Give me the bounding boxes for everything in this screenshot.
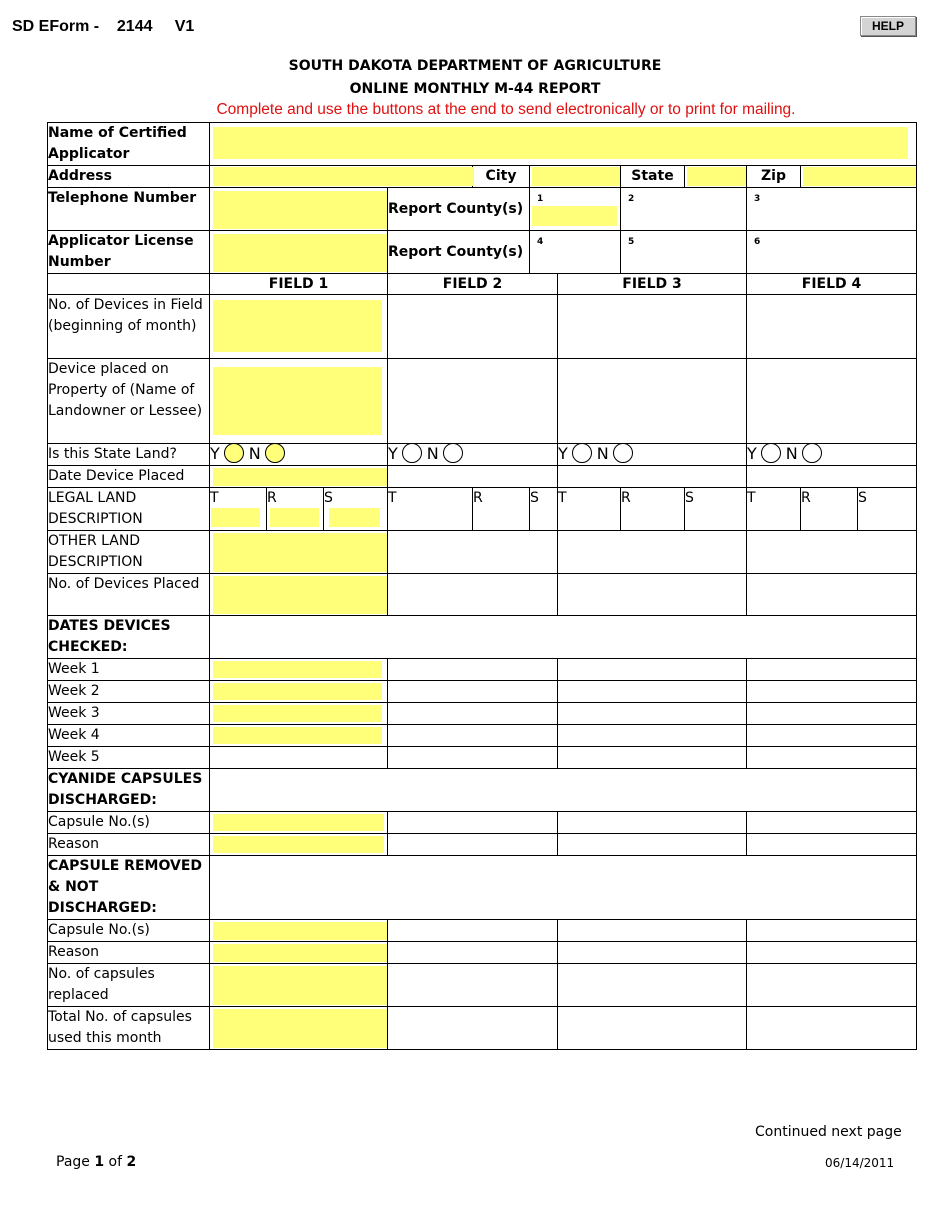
- township-4[interactable]: T: [747, 488, 801, 531]
- state-land-label: Is this State Land?: [48, 444, 210, 466]
- discharged-capsule-no-2[interactable]: [388, 812, 558, 834]
- capsules-replaced-1[interactable]: [213, 966, 387, 1005]
- removed-capsule-no-3[interactable]: [558, 920, 747, 942]
- no-label: N: [785, 444, 798, 463]
- discharged-reason-1[interactable]: [213, 836, 384, 853]
- removed-capsule-no-2[interactable]: [388, 920, 558, 942]
- week-4-field-1[interactable]: [213, 727, 382, 744]
- county-number-5: 5: [628, 237, 635, 247]
- field-1-header: FIELD 1: [210, 274, 388, 295]
- field-3-header: FIELD 3: [558, 274, 747, 295]
- county-6-field[interactable]: [747, 249, 916, 269]
- devices-in-field-4[interactable]: [747, 295, 917, 359]
- section-3[interactable]: S: [685, 488, 747, 531]
- page-total: 2: [126, 1154, 137, 1170]
- removed-reason-4[interactable]: [747, 942, 917, 964]
- section-2[interactable]: S: [530, 488, 558, 531]
- state-land-1: [210, 444, 388, 466]
- state-label: State: [621, 166, 685, 188]
- week-2-label: Week 2: [48, 681, 210, 703]
- week-3-label: Week 3: [48, 703, 210, 725]
- state-land-2: [388, 444, 558, 466]
- total-capsules-label: Total No. of capsules used this month: [48, 1007, 210, 1050]
- no-radio-2[interactable]: [443, 443, 463, 463]
- continued-note: Continued next page: [755, 1124, 902, 1140]
- page-prefix: Page: [56, 1154, 95, 1170]
- week-1-field-2[interactable]: [388, 659, 558, 681]
- township-1[interactable]: [211, 508, 260, 527]
- discharged-capsule-no-4[interactable]: [747, 812, 917, 834]
- yes-radio-4[interactable]: [761, 443, 781, 463]
- total-capsules-2[interactable]: [388, 1007, 558, 1050]
- section-4[interactable]: S: [858, 488, 917, 531]
- county-number-2: 2: [628, 194, 635, 204]
- no-radio-4[interactable]: [802, 443, 822, 463]
- dates-checked-label: DATES DEVICES CHECKED:: [48, 616, 210, 659]
- week-5-label: Week 5: [48, 747, 210, 769]
- week-1-field-1[interactable]: [213, 661, 382, 678]
- instruction-text: Complete and use the buttons at the end to send electronically or to print for mailing.: [216, 101, 796, 118]
- capsules-replaced-2[interactable]: [388, 964, 558, 1007]
- week-5-field-4[interactable]: [747, 747, 917, 769]
- cyanide-label: CYANIDE CAPSULES DISCHARGED:: [48, 769, 210, 812]
- county-3-field[interactable]: [747, 206, 916, 226]
- township-label: T: [210, 490, 219, 506]
- week-2-field-1[interactable]: [213, 683, 382, 700]
- township-3[interactable]: T: [558, 488, 621, 531]
- week-5-field-1[interactable]: [210, 747, 388, 769]
- week-3-field-2[interactable]: [388, 703, 558, 725]
- legal-land-label: LEGAL LAND DESCRIPTION: [48, 488, 210, 531]
- no-label: N: [596, 444, 609, 463]
- yes-radio-3[interactable]: [572, 443, 592, 463]
- state-land-3: [558, 444, 747, 466]
- section-label: S: [324, 490, 333, 506]
- discharged-capsule-no-label: Capsule No.(s): [48, 812, 210, 834]
- week-4-field-3[interactable]: [558, 725, 747, 747]
- removed-spacer: [210, 856, 917, 920]
- date-placed-label: Date Device Placed: [48, 466, 210, 488]
- name-label: Name of Certified Applicator: [48, 123, 210, 166]
- county-number-1: 1: [537, 194, 544, 204]
- device-property-label: Device placed on Property of (Name of Landowner or Lessee): [48, 359, 210, 444]
- county-2-field[interactable]: [621, 206, 746, 226]
- form-id: SD EForm - 2144 V1: [12, 18, 195, 35]
- devices-placed-4[interactable]: [747, 574, 917, 616]
- device-property-3[interactable]: [558, 359, 747, 444]
- page-current: 1: [94, 1154, 105, 1170]
- yes-label: Y: [747, 444, 757, 463]
- other-land-3[interactable]: [558, 531, 747, 574]
- report-title: ONLINE MONTHLY M-44 REPORT: [349, 81, 601, 97]
- yes-label: Y: [558, 444, 568, 463]
- report-county-label-2: Report County(s): [388, 231, 530, 274]
- week-5-field-2[interactable]: [388, 747, 558, 769]
- removed-reason-1[interactable]: [213, 944, 387, 962]
- no-radio-1[interactable]: [265, 443, 285, 463]
- field-2-header: FIELD 2: [388, 274, 558, 295]
- removed-label: CAPSULE REMOVED & NOT DISCHARGED:: [48, 856, 210, 920]
- devices-placed-2[interactable]: [388, 574, 558, 616]
- devices-in-field-3[interactable]: [558, 295, 747, 359]
- other-land-1[interactable]: [213, 533, 387, 572]
- removed-reason-2[interactable]: [388, 942, 558, 964]
- discharged-reason-4[interactable]: [747, 834, 917, 856]
- yes-label: Y: [388, 444, 398, 463]
- telephone-field[interactable]: [213, 191, 387, 229]
- page-number: [56, 1154, 136, 1170]
- state-field[interactable]: [687, 167, 746, 186]
- capsules-replaced-3[interactable]: [558, 964, 747, 1007]
- discharged-capsule-no-3[interactable]: [558, 812, 747, 834]
- removed-reason-label: Reason: [48, 942, 210, 964]
- county-5-field[interactable]: [621, 249, 746, 269]
- applicator-name-field[interactable]: [213, 127, 908, 159]
- dates-checked-spacer: [210, 616, 917, 659]
- week-3-field-1[interactable]: [213, 705, 382, 722]
- cyanide-spacer: [210, 769, 917, 812]
- week-1-label: Week 1: [48, 659, 210, 681]
- zip-field[interactable]: [803, 167, 916, 186]
- telephone-label: Telephone Number: [48, 188, 210, 231]
- range-3[interactable]: R: [621, 488, 685, 531]
- devices-in-field-2[interactable]: [388, 295, 558, 359]
- field-4-header: FIELD 4: [747, 274, 917, 295]
- no-label: N: [248, 444, 261, 463]
- no-label: N: [426, 444, 439, 463]
- date-placed-4[interactable]: [747, 466, 917, 488]
- date-placed-2[interactable]: [388, 466, 558, 488]
- county-number-3: 3: [754, 194, 761, 204]
- report-form-table: [47, 122, 917, 1050]
- report-county-label-1: Report County(s): [388, 188, 530, 231]
- devices-placed-1[interactable]: [213, 576, 387, 614]
- week-1-field-4[interactable]: [747, 659, 917, 681]
- discharged-capsule-no-1[interactable]: [213, 814, 384, 831]
- week-5-field-3[interactable]: [558, 747, 747, 769]
- discharged-reason-2[interactable]: [388, 834, 558, 856]
- address-field[interactable]: [213, 167, 474, 186]
- total-capsules-1[interactable]: [213, 1009, 387, 1048]
- week-2-field-3[interactable]: [558, 681, 747, 703]
- license-label: Applicator License Number: [48, 231, 210, 274]
- removed-capsule-no-label: Capsule No.(s): [48, 920, 210, 942]
- capsules-replaced-4[interactable]: [747, 964, 917, 1007]
- county-1-field[interactable]: [532, 206, 617, 226]
- section-1[interactable]: [329, 508, 380, 527]
- range-4[interactable]: R: [801, 488, 858, 531]
- yes-radio-1[interactable]: [224, 443, 244, 463]
- device-property-2[interactable]: [388, 359, 558, 444]
- zip-label: Zip: [747, 166, 801, 188]
- city-field[interactable]: [532, 167, 620, 186]
- week-4-field-2[interactable]: [388, 725, 558, 747]
- yes-radio-2[interactable]: [402, 443, 422, 463]
- discharged-reason-label: Reason: [48, 834, 210, 856]
- devices-in-field-1[interactable]: [213, 300, 382, 352]
- department-title: SOUTH DAKOTA DEPARTMENT OF AGRICULTURE: [288, 58, 662, 74]
- week-3-field-3[interactable]: [558, 703, 747, 725]
- device-property-1[interactable]: [213, 367, 382, 435]
- week-4-field-4[interactable]: [747, 725, 917, 747]
- device-property-4[interactable]: [747, 359, 917, 444]
- township-2[interactable]: T: [388, 488, 473, 531]
- range-2[interactable]: R: [473, 488, 530, 531]
- county-number-4: 4: [537, 237, 544, 247]
- devices-placed-3[interactable]: [558, 574, 747, 616]
- range-label: R: [267, 490, 277, 506]
- help-button[interactable]: HELP: [860, 16, 916, 36]
- city-label: City: [473, 166, 530, 188]
- week-3-field-4[interactable]: [747, 703, 917, 725]
- devices-placed-label: No. of Devices Placed: [48, 574, 210, 616]
- date-placed-3[interactable]: [558, 466, 747, 488]
- removed-capsule-no-4[interactable]: [747, 920, 917, 942]
- week-2-field-4[interactable]: [747, 681, 917, 703]
- state-land-4: [747, 444, 917, 466]
- devices-in-field-label: No. of Devices in Field (beginning of month): [48, 295, 210, 359]
- yes-label: Y: [210, 444, 220, 463]
- removed-capsule-no-1[interactable]: [213, 922, 387, 940]
- week-4-label: Week 4: [48, 725, 210, 747]
- range-1[interactable]: [270, 508, 319, 527]
- other-land-label: OTHER LAND DESCRIPTION: [48, 531, 210, 574]
- other-land-4[interactable]: [747, 531, 917, 574]
- week-2-field-2[interactable]: [388, 681, 558, 703]
- date-placed-1[interactable]: [213, 468, 387, 486]
- license-field[interactable]: [213, 234, 387, 272]
- total-capsules-4[interactable]: [747, 1007, 917, 1050]
- capsules-replaced-label: No. of capsules replaced: [48, 964, 210, 1007]
- blank-corner: [48, 274, 210, 295]
- other-land-2[interactable]: [388, 531, 558, 574]
- total-capsules-3[interactable]: [558, 1007, 747, 1050]
- county-4-field[interactable]: [530, 249, 620, 269]
- page-mid: of: [104, 1154, 127, 1170]
- no-radio-3[interactable]: [613, 443, 633, 463]
- discharged-reason-3[interactable]: [558, 834, 747, 856]
- revision-date: 06/14/2011: [825, 1156, 895, 1170]
- address-label: Address: [48, 166, 210, 188]
- removed-reason-3[interactable]: [558, 942, 747, 964]
- county-number-6: 6: [754, 237, 761, 247]
- week-1-field-3[interactable]: [558, 659, 747, 681]
